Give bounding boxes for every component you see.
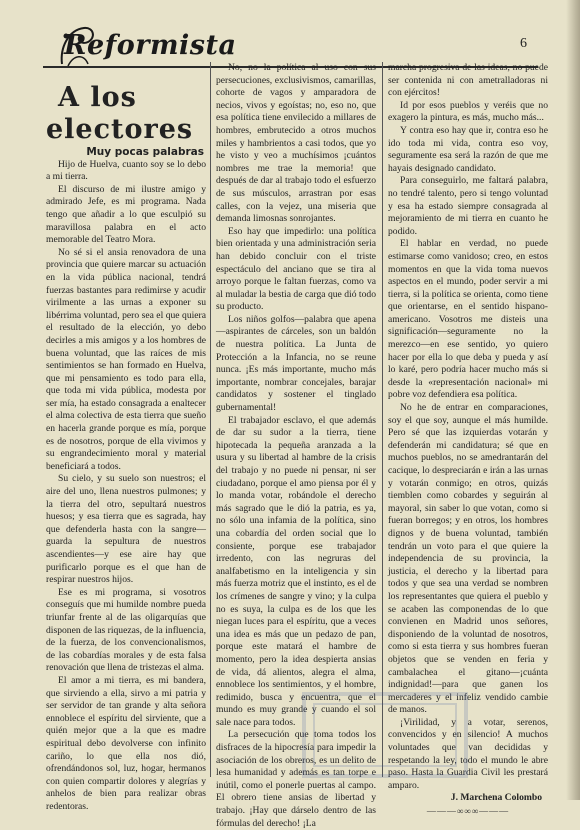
paragraph: marcha progresiva de las ideas, no puede ser contenida ni con ametralladoras ni con ejércitos! [388,62,548,99]
paragraph: Los niños golfos—palabra que apena—aspirantes de cárceles, son un baldón de nuestra política. La Junta de Protección a la Infancia, no se reune nunca. ¡Es más importante, mucho más importante, nombrar concejales, barajar candidatos y sostener el tinglado gubernamental! [216,313,376,414]
article-title: A los electores [46,82,194,145]
author-signature: J. Marchena Colombo [450,792,542,804]
paragraph: No he de entrar en comparaciones, soy el que soy, aunque el más humilde. Pero sé que las izquierdas votarán y defenderán mi candidatura; sé que en muchos pueblos, no se amedrantarán del cacique, lo despreciarán e irán a las urnas y votarán conmigo; en otros, quizás tiemblen como cobardes y seguirán al mayoral, sin saber lo que votan, como si fueran borregos; y en otros, los hombres dignos y de buena voluntad, también tendrán un voto para el que quiere la independencia de su provincia, la justicia, el derecho y la libertad para todos y que sea una verdad se nombren los representantes que quiera el pueblo y se acaben las componendas de lo que convienen en Madrid unos señores, disponiendo de la voluntad de nosotros, como si esta tierra y sus hombres fueran objetos que se venden en feria y cambalachea el gitano—¡cuánta indignidad!—para que ganen los mercaderes y el infeliz vendido cambie de manos. [388,402,548,716]
paragraph: Y contra eso hay que ir, contra eso he ido toda mi vida, contra eso voy, seguramente esa será la razón de que me hayais designado candidato. [388,124,548,174]
paragraph: La persecución que toma todos los disfraces de la hipocresía para impedir la asociación de los obreros, es un delito de lesa humanidad y además es tan torpe e inútil, como el ponerle puertas al campo. El obrero tiene ansias de libertad y trabajo. ¡Hay que dárselo dentro de las fórmulas del derecho! ¡La [216,729,376,829]
paragraph: Ese es mi programa, si vosotros conseguís que mi humilde nombre pueda triunfar frente al de las oligarquías que disponen de las riquezas, de la influencia, de la fuerza, de los convencionalismos, de las cobardías morales y de esta falsa renovación que llena de tristezas el alma. [46,586,206,674]
paragraph: El amor a mi tierra, es mi bandera, que sirviendo a ella, sirvo a mi patria y ser servidor de tan grande y alta señora ennoblece el espíritu del sirviente, que a quién mejor que a la que es madre espiritual debo devolverse con infinito cariño, lo que ella nos dió, ofrendándonos sol, luz, hogar, hermanos con quien compartir dolores y alegrías y anhelos de bien para realizar obras redentoras. [46,674,206,812]
paragraph: El discurso de mi ilustre amigo y admirado Jefe, es mi programa. Nada tengo que añadir a lo que esculpió su maravillosa palabra en el acto memorable del Teatro Mora. [46,183,206,246]
paragraph: ¡Virilidad, y a votar, serenos, convencidos y en silencio! A muchos voluntades que van decididas y respetando la ley, todo el mundo le abre paso. Hasta la Guardia Civil les prestará amparo. [388,716,548,791]
paragraph: Su cielo, y su suelo son nuestros; el aire del uno, llena nuestros pulmones; y la tierra del otro, sepultará nuestros huesos; y esa tierra que es sagrada, hay que defenderla hasta con la sangre—guarda la sepultura de nuestros ascendientes—y ese aire hay que purificarlo porque es el que han de respirar nuestros hijos. [46,473,206,586]
column-divider [382,62,383,777]
page-number: 6 [520,36,527,51]
column-3 [388,62,548,818]
masthead-title: Reformista [64,30,237,61]
paragraph: El trabajador esclavo, el que además de dar su sudor a la tierra, tiene hipotecada la pequeña aranzada a la usura y su libertad al hambre de la crisis del trabajo y no puede ni pensar, ni ser ciudadano, porque el amo piensa por él y lo manda votar, robándole el derecho más sagrado que le dió la patria, es ya, no sólo una infamia de la política, sino una cobardía del orden social que lo consiente, porque ese trabajador irredento, con las negruras del analfabetismo en la inteligencia y sin más fuerza motriz que el instinto, es el de los crímenes de sangre y vino; y la culpa no es suya, la culpa es de los que les niegan luces para el espíritu, que a veces una idea es más que un pedazo de pan, porque este matará el hambre de momento, pero la idea despierta ansias de vida, dá alientos, alegra el alma, ennoblece los sentimientos, y el hombre, redimido, busca y encuentra, que el mundo es muy grande y cuando el sol sale nace para todos. [216,414,376,728]
paragraph: Para conseguirlo, me faltará palabra, no tendré talento, pero si tengo voluntad y esa ha estado siempre consagrada al mejoramiento de mi tierra en cuanto he podido. [388,175,548,237]
column-divider [210,62,211,777]
paragraph: Eso hay que impedirlo: una política bien orientada y una administración seria han debido concluir con el triste espectáculo del anciano que se tira al arroyo porque le faltan fuerzas, como va al muladar la bestia de carga que dió todo su producto. [216,225,376,313]
signature-flourish-icon: ———∞∞∞——— [426,806,510,817]
column-2 [216,62,376,830]
paragraph: Id por esos pueblos y veréis que no exagero la pintura, es más, mucho más... [388,99,548,124]
page-edge-shadow [566,0,580,800]
column-1 [46,82,206,813]
paragraph: No sé si el ansia renovadora de una provincia que quiere marcar su actuación en la vida pública nacional, tendrá fuerzas bastantes para redimirse y acudir virilmente a las urnas a exponer su libérrima voluntad, pero sea el que quiera el resultado de la elección, yo debo decirles a mis amigos y a los hombres de buena voluntad, que las raíces de mis sentimientos se han formado en Huelva, que mi pensamiento es todo para ella, que toda mi vida pública, modesta por ser mía, ha estado consagrada a enaltecer el alma colectiva de esta tierra que sueño en hacerla grande porque es mía, porque es de nosotros, porque de ella vivimos y su engrandecimiento moral y material beneficiará a todos. [46,246,206,472]
paragraph: No, no la política al uso con sus persecuciones, exclusivismos, camarillas, cohorte de vagos y amparadora de necios, vivos y egoístas; no, eso no, que esa política tiene envilecido a millares de hombres, embrutecido a otros muchos miles y hambrientos a casi todos, que yo he visto y veo a muchísimos ¡cuántos nombres me trae la memoria! que después de dar al trabajo todo el esfuerzo de sus músculos, arrastran por esas calles, con la vejez, una miseria que demanda limosnas sonrojantes. [216,62,376,225]
paragraph: El hablar en verdad, no puede estimarse como vanidoso; creo, en estos momentos en que la vida toma nuevos aspectos en el mundo, poder servir a mi tierra, si la política se orienta, como tiene que orientarse, en el sentido hispano-americano. Vosotros me disteis una significación—seguramente no la merezco—en ese sentido, yo quiero hacer por ella lo que deba y pueda y así lo karé, pero podría hacer mucho más si desde la «representación nacional» mi pobre voz defendiera esa política. [388,238,548,401]
article-subtitle: Muy pocas palabras [86,146,204,158]
paragraph: Hijo de Huelva, cuanto soy se lo debo a mi tierra. [46,158,206,183]
